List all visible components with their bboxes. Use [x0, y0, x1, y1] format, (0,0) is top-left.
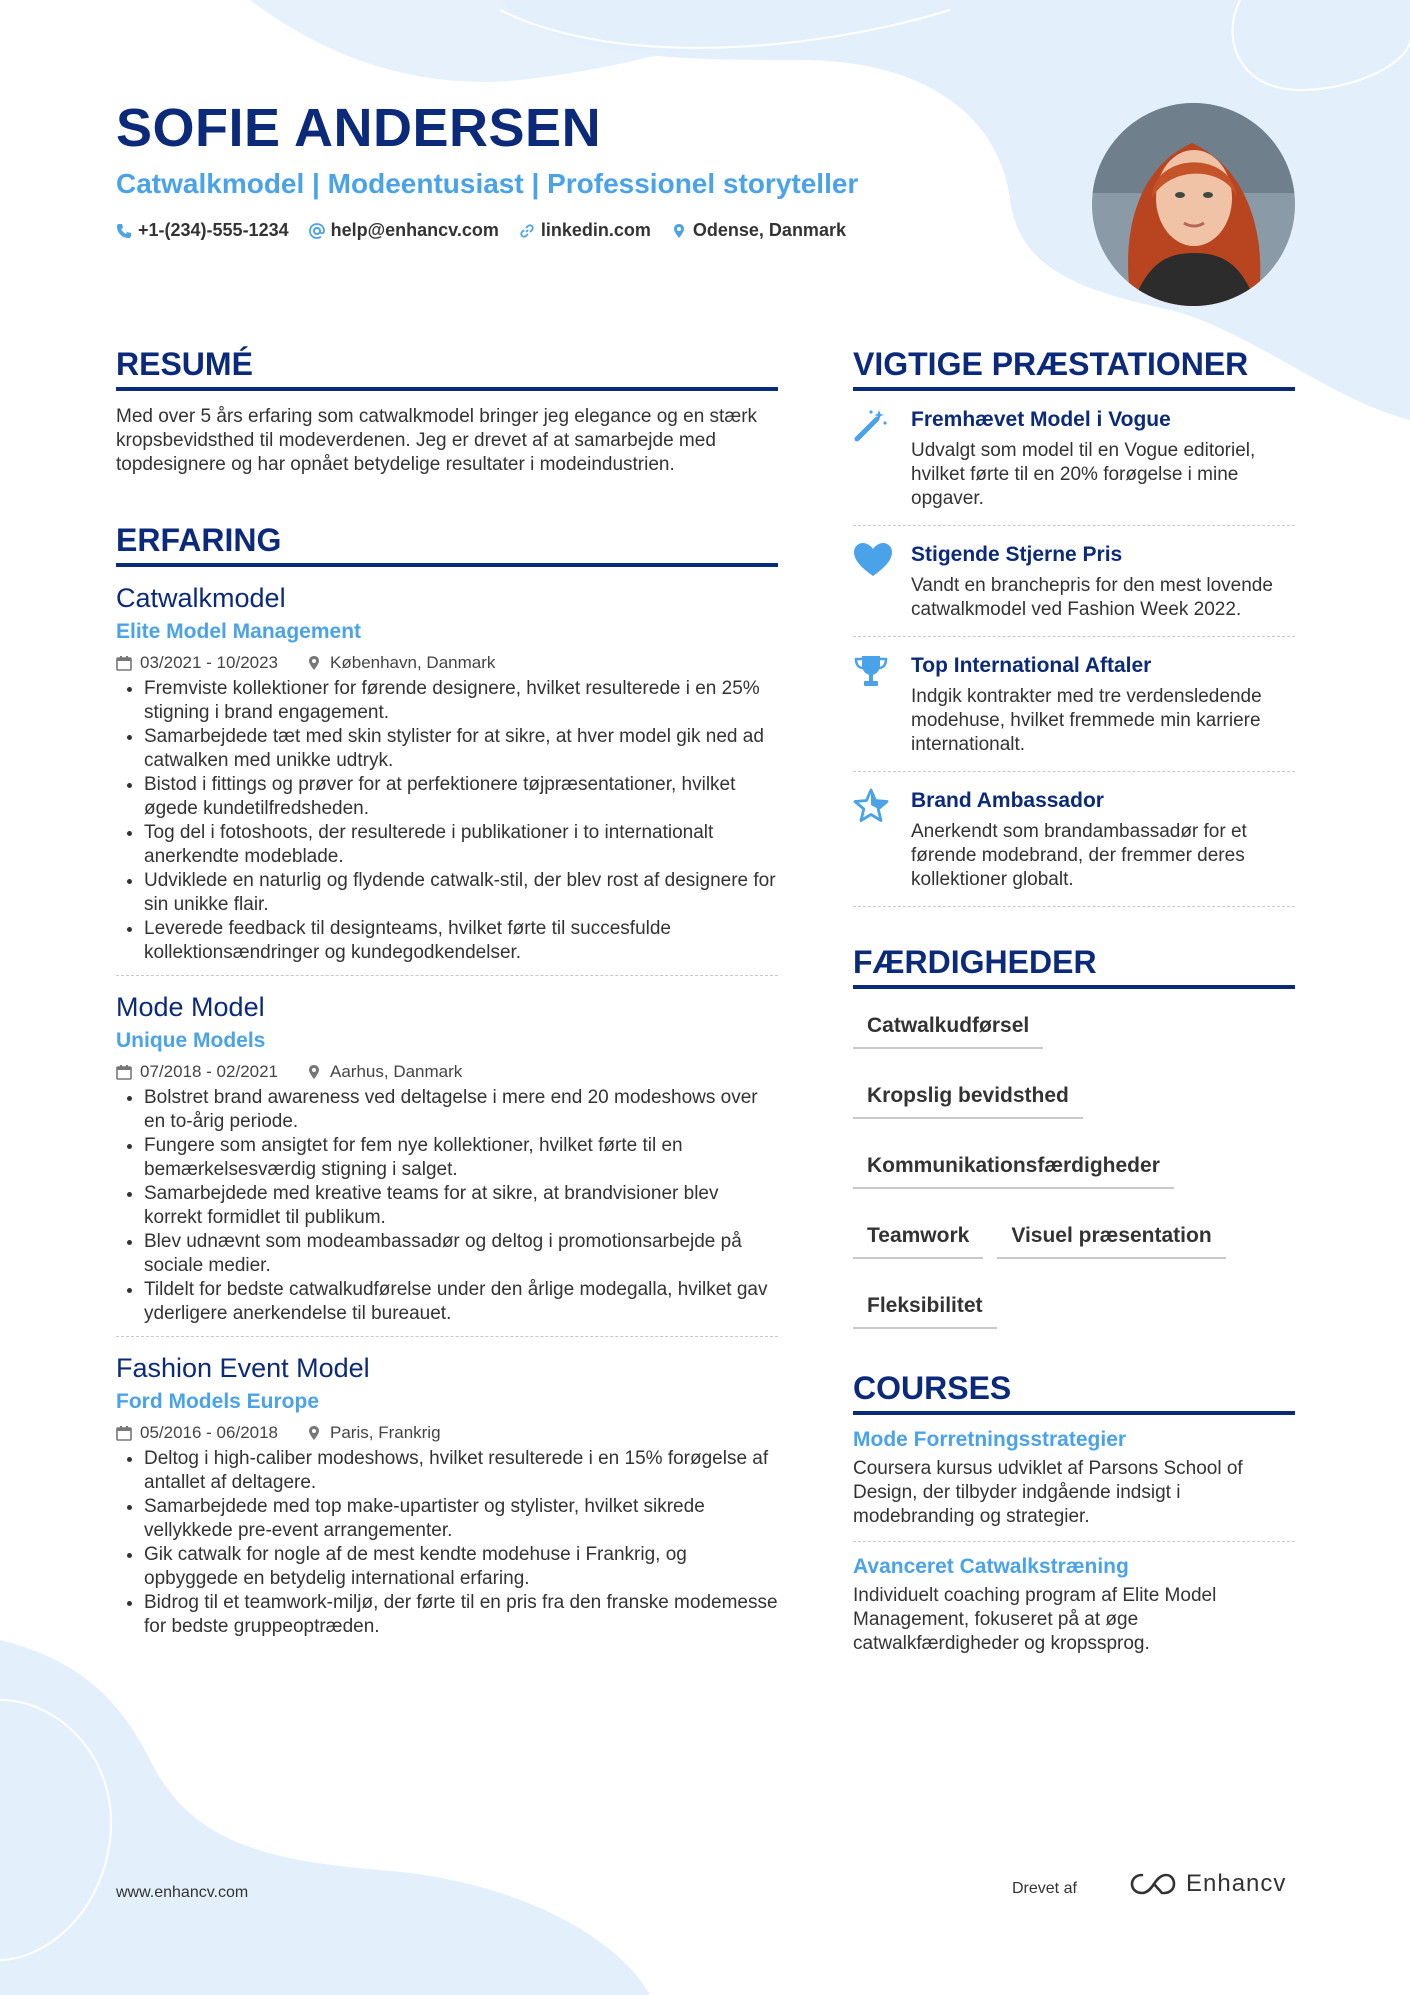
link-icon [519, 223, 535, 239]
job-bullet: • Samarbejdede tæt med skin stylister for at sikre, at hver model gik ned ad catwalken med unikke udtryk. [144, 725, 778, 773]
calendar-icon [116, 1425, 132, 1441]
job-bullet: • Bolstret brand awareness ved deltagelse i mere end 20 modeshows over en to-årig periode. [144, 1086, 778, 1134]
achievement-text: Anerkendt som brandambassadør for et førende modebrand, der fremmer deres kollektioner globalt. [911, 821, 1247, 890]
course-text: Individuelt coaching program af Elite Model Management, fokuseret på at øge catwalkfærdigheder og kropssprog. [853, 1585, 1217, 1654]
achievement-text: Vandt en branchepris for den mest lovende catwalkmodel ved Fashion Week 2022. [911, 575, 1273, 620]
resume-header [116, 98, 1076, 241]
email-text: help@enhancv.com [330, 220, 499, 240]
job-bullet: • Samarbejdede med top make-upartister og stylister, hvilket sikrede vellykkede pre-event arrangementer. [144, 1495, 778, 1543]
summary-text: Med over 5 års erfaring som catwalkmodel bringer jeg elegance og en stærk kropsbevidsthed til modeverdenen. Jeg er drevet af at samarbejde med topdesignere og har opnået betydelige resultater i modeindustrien. [116, 406, 758, 475]
achievement-text: Udvalgt som model til en Vogue editoriel, hvilket førte til en 20% forøgelse i mine opgaver. [911, 440, 1256, 509]
contact-email[interactable] [309, 220, 499, 241]
job-location [306, 653, 495, 673]
job-bullet: • Bidrog til et teamwork-miljø, der førte til en pris fra den franske modemesse for bedste gruppeoptræden. [144, 1591, 778, 1639]
skill-tag: Visuel præsentation [997, 1217, 1225, 1259]
skill-tag: Catwalkudførsel [853, 1007, 1043, 1049]
job-bullet: • Gik catwalk for nogle af de mest kendte modehuse i Frankrig, og opbyggede en betydelig international erfaring. [144, 1543, 778, 1591]
job-meta [116, 1423, 778, 1443]
location-pin-icon [306, 1425, 322, 1441]
profile-photo [1092, 103, 1295, 306]
contact-location [671, 220, 846, 241]
at-icon [309, 223, 325, 239]
job-dates-text: 07/2018 - 02/2021 [140, 1062, 279, 1081]
job-bullet: • Bistod i fittings og prøver for at perfektionere tøjpræsentationer, hvilket øgede kundetilfredsheden. [144, 773, 778, 821]
achievement-title: Top International Aftaler [911, 654, 1152, 677]
course-item [853, 1542, 1295, 1668]
candidate-name: SOFIE ANDERSEN [116, 98, 602, 158]
job-title: Mode Model [116, 992, 265, 1022]
job-location-text: Aarhus, Danmark [330, 1062, 463, 1081]
achievement-item [853, 772, 1295, 907]
achievement-text: Indgik kontrakter med tre verdensledende modehuse, hvilket fremmede min karriere internationalt. [911, 686, 1262, 755]
left-column [116, 345, 778, 1649]
skills-heading: FÆRDIGHEDER [853, 943, 1295, 989]
job-dates-text: 05/2016 - 06/2018 [140, 1423, 279, 1442]
job-dates [116, 653, 278, 673]
contact-list [116, 220, 1076, 241]
job-meta [116, 1062, 778, 1082]
magic-wand-icon [853, 407, 889, 443]
location-pin-icon [306, 655, 322, 671]
location-text: Odense, Danmark [692, 220, 846, 240]
job-company: Elite Model Management [116, 620, 362, 643]
course-text: Coursera kursus udviklet af Parsons School of Design, der tilbyder indgående indsigt i modebranding og strategier. [853, 1458, 1243, 1527]
skill-tag: Teamwork [853, 1217, 983, 1259]
job-bullet: • Blev udnævnt som modeambassadør og deltog i promotionsarbejde på sociale medier. [144, 1230, 778, 1278]
job-bullets [116, 1447, 778, 1639]
skill-tag: Kropslig bevidsthed [853, 1077, 1083, 1119]
job-entry [116, 1351, 778, 1649]
achievements-heading: VIGTIGE PRÆSTATIONER [853, 345, 1295, 391]
heart-icon [853, 542, 893, 578]
trophy-icon [853, 653, 889, 689]
linkedin-text: linkedin.com [540, 220, 651, 240]
calendar-icon [116, 1064, 132, 1080]
job-location-text: København, Danmark [330, 653, 496, 672]
footer-url[interactable]: www.enhancv.com [116, 1884, 249, 1901]
right-column [853, 345, 1295, 1668]
location-pin-icon [306, 1064, 322, 1080]
skill-tag: Fleksibilitet [853, 1287, 997, 1329]
courses-heading: COURSES [853, 1369, 1295, 1415]
job-dates [116, 1423, 278, 1443]
job-bullet: • Fungere som ansigtet for fem nye kollektioner, hvilket førte til en bemærkelsesværdig stigning i salget. [144, 1134, 778, 1182]
location-pin-icon [671, 223, 687, 239]
job-bullet: • Tog del i fotoshoots, der resulterede i publikationer i to internationalt anerkendte modeblade. [144, 821, 778, 869]
job-meta [116, 653, 778, 673]
achievement-title: Fremhævet Model i Vogue [911, 408, 1171, 431]
job-location-text: Paris, Frankrig [330, 1423, 441, 1442]
footer-powered-by: Drevet af [1012, 1880, 1077, 1897]
job-location [306, 1423, 441, 1443]
achievement-item [853, 637, 1295, 772]
job-dates [116, 1062, 278, 1082]
portrait-illustration [1092, 103, 1295, 306]
job-bullet: • Leverede feedback til designteams, hvilket førte til succesfulde kollektionsændringer og kundegodkendelser. [144, 917, 778, 965]
achievement-item [853, 526, 1295, 637]
calendar-icon [116, 655, 132, 671]
job-bullets [116, 1086, 778, 1326]
job-bullet: • Tildelt for bedste catwalkudførelse under den årlige modegalla, hvilket gav yderligere anerkendelse til bureauet. [144, 1278, 778, 1326]
skills-list [853, 1007, 1295, 1329]
candidate-tagline: Catwalkmodel | Modeentusiast | Professionel storyteller [116, 168, 859, 199]
phone-text: +1-(234)-555-1234 [138, 220, 289, 240]
job-entry [116, 990, 778, 1337]
job-bullet: • Deltog i high-caliber modeshows, hvilket resulterede i en 15% forøgelse af antallet af deltagere. [144, 1447, 778, 1495]
achievement-title: Stigende Stjerne Pris [911, 543, 1123, 566]
job-location [306, 1062, 462, 1082]
job-bullet: • Udviklede en naturlig og flydende catwalk-stil, der blev rost af designere for sin unikke flair. [144, 869, 778, 917]
job-dates-text: 03/2021 - 10/2023 [140, 653, 279, 672]
achievement-title: Brand Ambassador [911, 789, 1104, 812]
contact-linkedin[interactable] [519, 220, 651, 241]
job-bullet: • Fremviste kollektioner for førende designere, hvilket resulterede i en 25% stigning i brand engagement. [144, 677, 778, 725]
footer-brand-name: Enhancv [1186, 1870, 1287, 1897]
course-title: Mode Forretningsstrategier [853, 1428, 1127, 1451]
course-title: Avanceret Catwalkstræning [853, 1555, 1129, 1578]
job-bullet: • Samarbejdede med kreative teams for at sikre, at brandvisioner blev korrekt formidlet til publikum. [144, 1182, 778, 1230]
course-item [853, 1415, 1295, 1542]
footer-brand-logo[interactable] [1130, 1870, 1286, 1898]
job-company: Unique Models [116, 1029, 266, 1052]
experience-heading: ERFARING [116, 521, 778, 567]
star-icon [853, 788, 889, 824]
summary-heading: RESUMÉ [116, 345, 778, 391]
skill-tag: Kommunikationsfærdigheder [853, 1147, 1174, 1189]
phone-icon [116, 223, 132, 239]
job-company: Ford Models Europe [116, 1390, 320, 1413]
job-entry [116, 581, 778, 976]
job-title: Catwalkmodel [116, 583, 286, 613]
achievement-item [853, 391, 1295, 526]
contact-phone[interactable] [116, 220, 289, 241]
job-bullets [116, 677, 778, 965]
enhancv-logo-icon [1130, 1871, 1176, 1897]
job-title: Fashion Event Model [116, 1353, 370, 1383]
